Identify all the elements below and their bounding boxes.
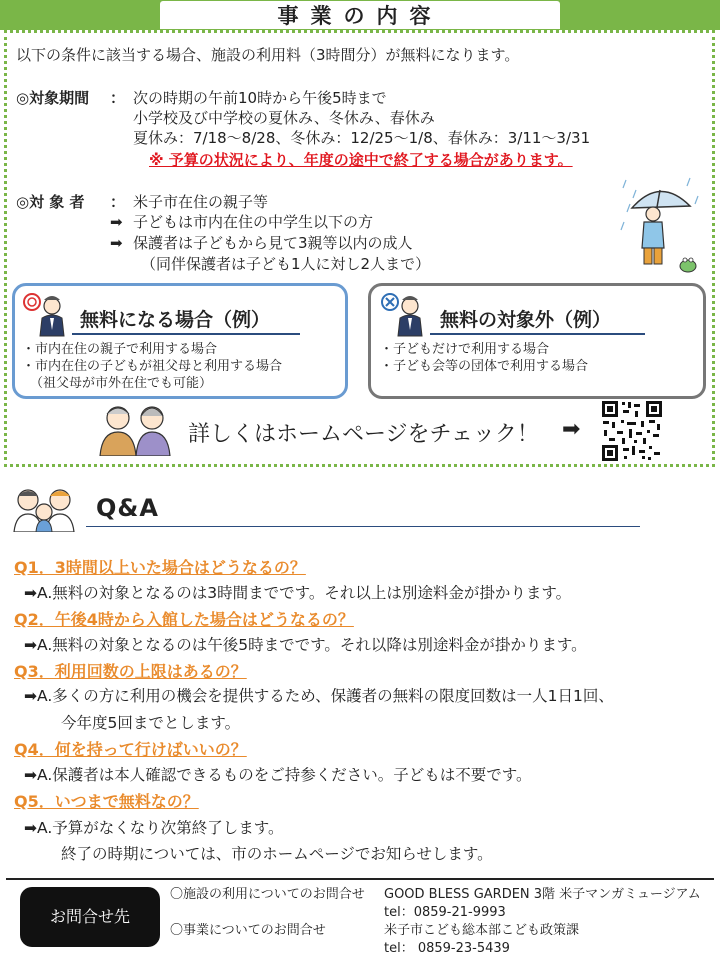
- arrow-icon: ➡: [562, 417, 581, 442]
- qr-code[interactable]: [601, 400, 663, 462]
- qa-answer-5: ➡A.予算がなくなり次第終了します。: [24, 819, 284, 837]
- nonfree-item-1: ・子どもだけで利用する場合: [380, 342, 550, 357]
- arrow-icon: ➡: [110, 234, 123, 252]
- period-line-2: 小学校及び中学校の夏休み、冬休み、春休み: [133, 109, 435, 127]
- target-guardian-note: （同伴保護者は子ども1人に対し2人まで）: [141, 255, 431, 273]
- target-label: ◎対 象 者: [16, 193, 85, 211]
- qa-title: Q&A: [96, 494, 159, 522]
- qa-answer-4: ➡A.保護者は本人確認できるものをご持参ください。子どもは不要です。: [24, 766, 532, 784]
- qa-question-3: Q3．利用回数の上限はあるの？: [14, 662, 247, 681]
- facility-inquiry-label: 〇施設の利用についてのお問合せ: [170, 887, 365, 902]
- grandparents-illustration: [96, 402, 176, 456]
- qa-underline: [86, 526, 640, 527]
- nonfree-box-underline: [430, 333, 645, 335]
- facility-tel[interactable]: tel：0859-21-9993: [384, 905, 506, 920]
- period-note: ※ 予算の状況により、年度の途中で終了する場合があります。: [149, 151, 573, 169]
- target-colon: ：: [110, 193, 126, 211]
- qa-answer-3: ➡A.多くの方に利用の機会を提供するため、保護者の無料の限度回数は一人1日1回、: [24, 687, 614, 705]
- period-colon: ：: [110, 89, 126, 107]
- qa-question-4: Q4．何を持って行けばいいの？: [14, 740, 247, 759]
- period-line-3: 夏休み：7/18〜8/28、冬休み：12/25〜1/8、春休み：3/11〜3/31: [133, 129, 591, 147]
- qa-question-2: Q2．午後4時から入館した場合はどうなるの？: [14, 610, 354, 629]
- facility-name: GOOD BLESS GARDEN 3階 米子マンガミュージアム: [384, 887, 701, 902]
- footer-divider: [6, 878, 714, 880]
- contact-label: お問合せ先: [20, 887, 160, 947]
- nonfree-box-title: 無料の対象外（例）: [440, 309, 612, 331]
- free-box-underline: [72, 333, 300, 335]
- staff-ng-icon: [378, 290, 428, 338]
- free-item-2: ・市内在住の子どもが祖父母と利用する場合: [22, 359, 283, 374]
- nonfree-item-2: ・子ども会等の団体で利用する場合: [380, 359, 589, 374]
- qa-question-5: Q5．いつまで無料なの？: [14, 792, 199, 811]
- qa-question-1: Q1．3時間以上いた場合はどうなるの？: [14, 558, 306, 577]
- umbrella-person-illustration: [620, 176, 702, 276]
- period-line-1: 次の時期の午前10時から午後5時まで: [133, 89, 387, 107]
- qa-answer-1: ➡A.無料の対象となるのは3時間までです。それ以上は別途料金が掛かります。: [24, 584, 572, 602]
- qa-answer-5-cont: 終了の時期については、市のホームページでお知らせします。: [61, 845, 493, 863]
- target-child: 子どもは市内在住の中学生以下の方: [133, 213, 374, 231]
- qa-answer-3-cont: 今年度5回までとします。: [61, 714, 241, 732]
- staff-ok-icon: [20, 290, 70, 338]
- free-item-3: （祖父母が市外在住でも可能）: [30, 376, 213, 391]
- period-label: ◎対象期間: [16, 89, 90, 107]
- intro-text: 以下の条件に該当する場合、施設の利用料（3時間分）が無料になります。: [16, 46, 520, 64]
- target-guardian: 保護者は子どもから見て3親等以内の成人: [133, 234, 413, 252]
- free-item-1: ・市内在住の親子で利用する場合: [22, 342, 218, 357]
- qa-answer-2: ➡A.無料の対象となるのは午後5時までです。それ以降は別途料金が掛かります。: [24, 636, 587, 654]
- children-illustration: [10, 486, 80, 532]
- page-title: 事業の内容: [160, 1, 560, 29]
- project-dept-name: 米子市こども総本部こども政策課: [384, 923, 580, 938]
- check-homepage-text: 詳しくはホームページをチェック！: [188, 422, 539, 447]
- target-main: 米子市在住の親子等: [133, 193, 269, 211]
- free-box-title: 無料になる場合（例）: [80, 309, 271, 331]
- project-inquiry-label: 〇事業についてのお問合せ: [170, 923, 326, 938]
- arrow-icon: ➡: [110, 213, 123, 231]
- project-tel[interactable]: tel： 0859-23-5439: [384, 941, 510, 956]
